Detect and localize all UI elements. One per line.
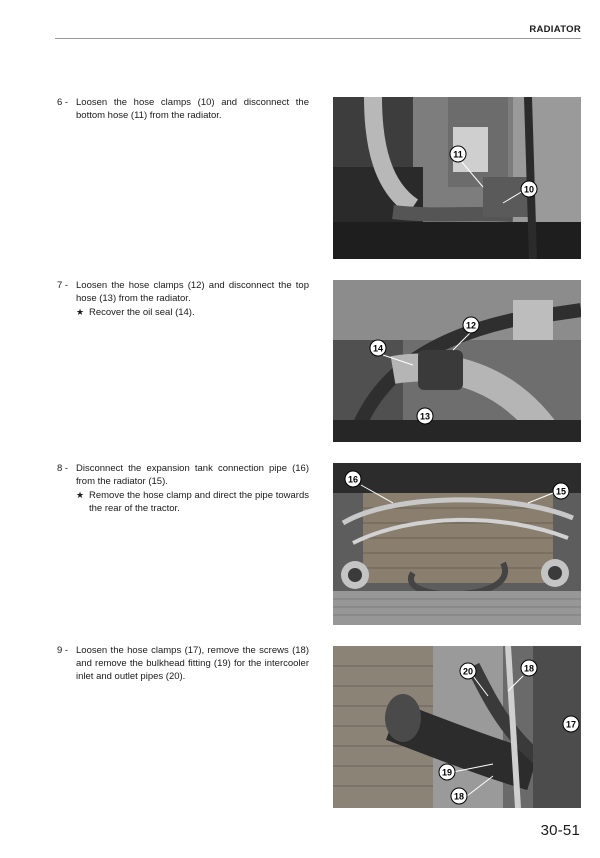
star-icon: ★ — [76, 490, 85, 500]
note-text: Remove the hose clamp and direct the pipe towards the rear of the tractor. — [89, 490, 309, 514]
photo-step-8 — [333, 463, 581, 625]
photo-step-7 — [333, 280, 581, 442]
step-number: 9 - — [57, 645, 69, 656]
step-text: Loosen the hose clamps (17), remove the screws (18) and remove the bulkhead fitting (19) for the intercooler inlet and outlet pipes (20). — [76, 645, 309, 682]
callout-13: 13 — [419, 411, 431, 422]
photo-illustration — [333, 280, 581, 442]
step-number: 8 - — [57, 463, 69, 474]
callout-18: 18 — [523, 663, 535, 674]
photo-illustration — [333, 463, 581, 625]
callout-12: 12 — [465, 320, 477, 331]
section-title: RADIATOR — [529, 24, 581, 35]
callout-17: 17 — [565, 719, 577, 730]
photo-illustration — [333, 97, 581, 259]
step-number: 7 - — [57, 280, 69, 291]
note-text: Recover the oil seal (14). — [89, 307, 195, 318]
callout-15: 15 — [555, 486, 567, 497]
callout-20: 20 — [462, 666, 474, 677]
step-text: Loosen the hose clamps (12) and disconnect the top hose (13) from the radiator. — [76, 280, 309, 304]
callout-11: 11 — [453, 149, 463, 160]
callout-10: 10 — [523, 184, 535, 195]
step-number: 6 - — [57, 97, 69, 108]
star-icon: ★ — [76, 307, 85, 317]
step-note — [76, 489, 309, 515]
step-6 — [57, 96, 309, 122]
callout-19: 19 — [441, 767, 453, 778]
step-note — [76, 306, 309, 319]
photo-step-6 — [333, 97, 581, 259]
header-rule — [55, 38, 581, 39]
step-9 — [57, 644, 309, 683]
step-text: Disconnect the expansion tank connection pipe (16) from the radiator (15). — [76, 463, 309, 487]
photo-step-9 — [333, 646, 581, 808]
step-7 — [57, 279, 309, 319]
step-8 — [57, 462, 309, 515]
page-number: 30-51 — [540, 822, 580, 839]
photo-illustration — [333, 646, 581, 808]
callout-14: 14 — [372, 343, 384, 354]
callout-18b: 18 — [453, 791, 465, 802]
step-text: Loosen the hose clamps (10) and disconnect the bottom hose (11) from the radiator. — [76, 97, 309, 121]
callout-16: 16 — [347, 474, 359, 485]
